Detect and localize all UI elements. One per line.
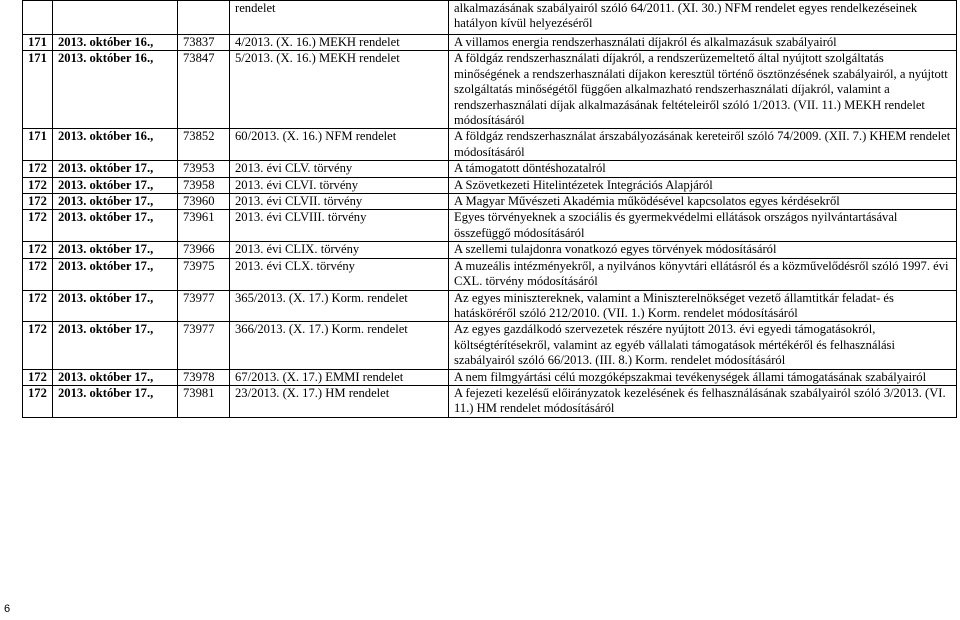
cell-date — [53, 1, 178, 35]
cell-subject: A Magyar Művészeti Akadémia működésével kapcsolatos egyes kérdésekről — [449, 194, 957, 210]
table-row — [23, 369, 957, 385]
cell-subject: alkalmazásának szabályairól szóló 64/2011. (XI. 30.) NFM rendelet egyes rendelkezéseinek hatályon kívül helyezéséről — [449, 1, 957, 35]
cell-type: 365/2013. (X. 17.) Korm. rendelet — [230, 290, 449, 322]
page-number: 6 — [4, 603, 11, 615]
table-row — [23, 51, 957, 129]
cell-issue: 172 — [23, 210, 53, 242]
document-page — [22, 0, 956, 418]
cell-page: 73958 — [178, 177, 230, 193]
cell-subject: A Szövetkezeti Hitelintézetek Integrációs Alapjáról — [449, 177, 957, 193]
cell-page: 73837 — [178, 35, 230, 51]
cell-page: 73978 — [178, 369, 230, 385]
cell-issue: 171 — [23, 129, 53, 161]
cell-issue: 172 — [23, 161, 53, 177]
table-row — [23, 194, 957, 210]
cell-date: 2013. október 17., — [53, 258, 178, 290]
cell-issue: 172 — [23, 194, 53, 210]
cell-page: 73977 — [178, 322, 230, 369]
cell-issue: 172 — [23, 258, 53, 290]
cell-subject: A fejezeti kezelésű előirányzatok kezelésének és felhasználásának szabályairól szóló 3/2013. (VI. 11.) HM rendelet módosításáról — [449, 385, 957, 417]
table-row — [23, 242, 957, 258]
cell-subject: Az egyes gazdálkodó szervezetek részére nyújtott 2013. évi egyedi támogatásokról, költségtérítésekről, valamint az egyéb vállalati támogatások mértékéről és felhasználási szabályairól szóló 66/2013. (III. 8.) Korm. rendelet módosításáról — [449, 322, 957, 369]
cell-type: 2013. évi CLX. törvény — [230, 258, 449, 290]
cell-subject: Egyes törvényeknek a szociális és gyermekvédelmi ellátások országos nyilvántartásával összefüggő módosításáról — [449, 210, 957, 242]
cell-subject: Az egyes minisztereknek, valamint a Miniszterelnökséget vezető államtitkár feladat- és hatásköréről szóló 212/2010. (VII. 1.) Korm. rendelet módosításáról — [449, 290, 957, 322]
cell-date: 2013. október 17., — [53, 242, 178, 258]
cell-date: 2013. október 17., — [53, 385, 178, 417]
cell-type: 2013. évi CLVI. törvény — [230, 177, 449, 193]
cell-page — [178, 1, 230, 35]
cell-type: 2013. évi CLVIII. törvény — [230, 210, 449, 242]
table-row — [23, 385, 957, 417]
cell-page: 73977 — [178, 290, 230, 322]
cell-issue: 172 — [23, 290, 53, 322]
cell-page: 73953 — [178, 161, 230, 177]
cell-date: 2013. október 17., — [53, 290, 178, 322]
cell-page: 73961 — [178, 210, 230, 242]
table-row — [23, 129, 957, 161]
cell-subject: A muzeális intézményekről, a nyilvános könyvtári ellátásról és a közművelődésről szóló 1997. évi CXL. törvény módosításáról — [449, 258, 957, 290]
table-row — [23, 210, 957, 242]
cell-type: 366/2013. (X. 17.) Korm. rendelet — [230, 322, 449, 369]
cell-date: 2013. október 17., — [53, 161, 178, 177]
cell-issue: 172 — [23, 242, 53, 258]
cell-subject: A szellemi tulajdonra vonatkozó egyes törvények módosításáról — [449, 242, 957, 258]
table-row — [23, 161, 957, 177]
cell-subject: A földgáz rendszerhasználati díjakról, a rendszerüzemeltető által nyújtott szolgáltatás minőségének a rendszerhasználati díjakon keresztül történő ösztönzésének szabályairól, a nyújtott szolgáltatás minőségétől függően alkalmazható rendszerhasználati díjakról, valamint a rendszerhasználati díjak alkalmazásának feltételeiről szóló 1/2013. (VII. 11.) MEKH rendelet módosításáról — [449, 51, 957, 129]
cell-date: 2013. október 17., — [53, 210, 178, 242]
cell-date: 2013. október 17., — [53, 322, 178, 369]
cell-page: 73981 — [178, 385, 230, 417]
cell-date: 2013. október 16., — [53, 129, 178, 161]
cell-type: 2013. évi CLIX. törvény — [230, 242, 449, 258]
cell-issue — [23, 1, 53, 35]
table-row-continued — [23, 1, 957, 35]
cell-type: 5/2013. (X. 16.) MEKH rendelet — [230, 51, 449, 129]
table-row — [23, 290, 957, 322]
cell-page: 73960 — [178, 194, 230, 210]
cell-issue: 171 — [23, 51, 53, 129]
cell-date: 2013. október 17., — [53, 194, 178, 210]
table-row — [23, 258, 957, 290]
cell-issue: 171 — [23, 35, 53, 51]
cell-page: 73852 — [178, 129, 230, 161]
cell-date: 2013. október 16., — [53, 51, 178, 129]
cell-type: 67/2013. (X. 17.) EMMI rendelet — [230, 369, 449, 385]
cell-type: rendelet — [230, 1, 449, 35]
cell-page: 73966 — [178, 242, 230, 258]
cell-type: 23/2013. (X. 17.) HM rendelet — [230, 385, 449, 417]
cell-issue: 172 — [23, 369, 53, 385]
official-gazette-index-table — [22, 0, 957, 418]
cell-subject: A támogatott döntéshozatalról — [449, 161, 957, 177]
cell-type: 4/2013. (X. 16.) MEKH rendelet — [230, 35, 449, 51]
cell-type: 2013. évi CLV. törvény — [230, 161, 449, 177]
table-row — [23, 35, 957, 51]
cell-type: 60/2013. (X. 16.) NFM rendelet — [230, 129, 449, 161]
cell-date: 2013. október 17., — [53, 177, 178, 193]
cell-page: 73847 — [178, 51, 230, 129]
cell-date: 2013. október 17., — [53, 369, 178, 385]
cell-date: 2013. október 16., — [53, 35, 178, 51]
cell-issue: 172 — [23, 322, 53, 369]
cell-subject: A nem filmgyártási célú mozgóképszakmai tevékenységek állami támogatásának szabályairól — [449, 369, 957, 385]
table-row — [23, 177, 957, 193]
cell-issue: 172 — [23, 385, 53, 417]
table-row — [23, 322, 957, 369]
cell-issue: 172 — [23, 177, 53, 193]
cell-type: 2013. évi CLVII. törvény — [230, 194, 449, 210]
cell-subject: A villamos energia rendszerhasználati díjakról és alkalmazásuk szabályairól — [449, 35, 957, 51]
cell-page: 73975 — [178, 258, 230, 290]
cell-subject: A földgáz rendszerhasználat árszabályozásának kereteiről szóló 74/2009. (XII. 7.) KHEM rendelet módosításáról — [449, 129, 957, 161]
